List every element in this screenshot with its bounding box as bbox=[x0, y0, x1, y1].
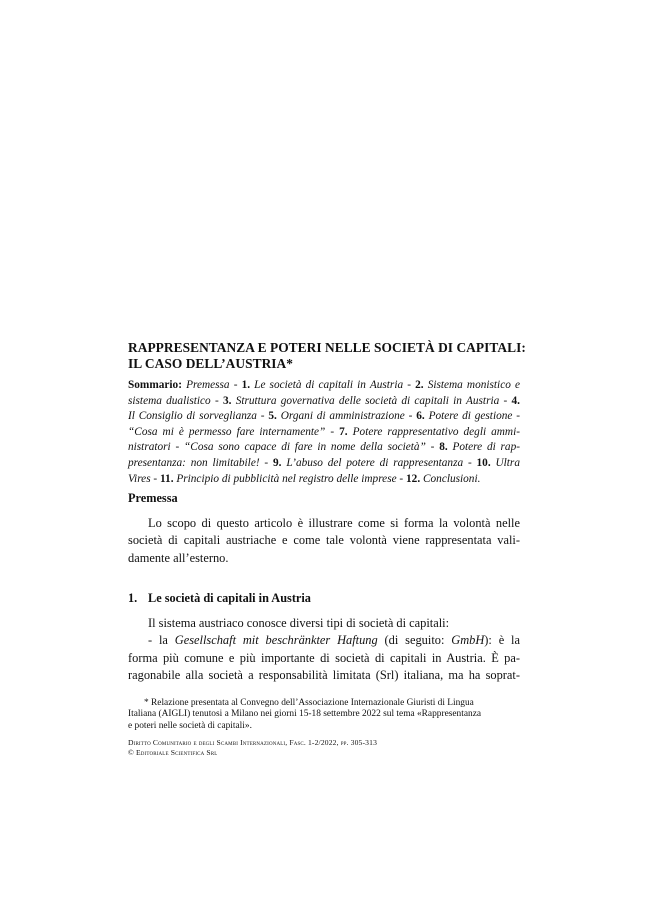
section-1-heading bbox=[128, 590, 311, 606]
journal-copyright: © Editoriale Scientifica Srl bbox=[128, 747, 218, 757]
premessa-line: società di capitali austriache e come tale volontà viene rappresentata vali- bbox=[128, 533, 520, 548]
premessa-line: Lo scopo di questo articolo è illustrare come si forma la volontà nelle bbox=[148, 516, 520, 530]
article-page bbox=[128, 0, 526, 919]
section-1-number: 1. bbox=[128, 591, 138, 605]
summary-line: Il Consiglio di sorveglianza - 5. Organi di amministrazione - 6. Potere di gestione - bbox=[128, 410, 521, 423]
section-1-title: Le società di capitali in Austria bbox=[148, 591, 311, 605]
summary-abstract bbox=[128, 378, 520, 487]
summary-line: sistema dualistico - 3. Struttura governativa delle società di capitali in Austria - 4. bbox=[128, 394, 520, 407]
footnote-line: * Relazione presentata al Convegno dell’Associazione Internazionale Giuristi di Lingua bbox=[144, 698, 474, 708]
section-1-paragraph bbox=[128, 615, 520, 684]
section-1-line: Il sistema austriaco conosce diversi tipi di società di capitali: bbox=[148, 616, 450, 630]
summary-line: Sommario: Premessa - 1. Le società di capitali in Austria - 2. Sistema monistico e bbox=[128, 379, 520, 391]
footnote-line: e poteri nelle società di capitali». bbox=[128, 720, 252, 731]
article-title-line-2: IL CASO DELL’AUSTRIA* bbox=[128, 356, 294, 371]
summary-line: nistratori - “Cosa sono capace di fare in nome della società” - 8. Potere di rap- bbox=[128, 441, 520, 454]
summary-line: presentanza: non limitabile! - 9. L’abuso del potere di rappresentanza - 10. Ultra bbox=[128, 456, 520, 469]
premessa-paragraph bbox=[128, 515, 520, 567]
article-title bbox=[128, 340, 528, 372]
section-1-line: - la Gesellschaft mit beschränkter Haftung (di seguito: GmbH): è la bbox=[148, 633, 520, 648]
premessa-line: damente all’esterno. bbox=[128, 550, 229, 565]
footnote-line: Italiana (AIGLI) tenutosi a Milano nei giorni 15-18 settembre 2022 sul tema «Rappresentanza bbox=[128, 709, 482, 720]
section-1-line: ragonabile alla società a responsabilità limitata (Srl) italiana, ma ha soprat- bbox=[128, 667, 520, 682]
premessa-heading: Premessa bbox=[128, 491, 178, 505]
journal-citation: Diritto Comunitario e degli Scambi Internazionali, Fasc. 1-2/2022, pp. 305-313 bbox=[128, 738, 378, 747]
article-title-line-1: RAPPRESENTANZA E POTERI NELLE SOCIETÀ DI CAPITALI: bbox=[128, 340, 526, 355]
summary-line: Vires - 11. Principio di pubblicità nel registro delle imprese - 12. Conclusioni. bbox=[128, 472, 481, 485]
journal-info bbox=[128, 738, 377, 757]
section-1-line: forma più comune e più importante di società di capitali in Austria. È pa- bbox=[128, 650, 520, 665]
footnote bbox=[128, 698, 520, 732]
summary-line: “Cosa mi è permesso fare internamente” - 7. Potere rappresentativo degli ammi- bbox=[128, 425, 520, 438]
